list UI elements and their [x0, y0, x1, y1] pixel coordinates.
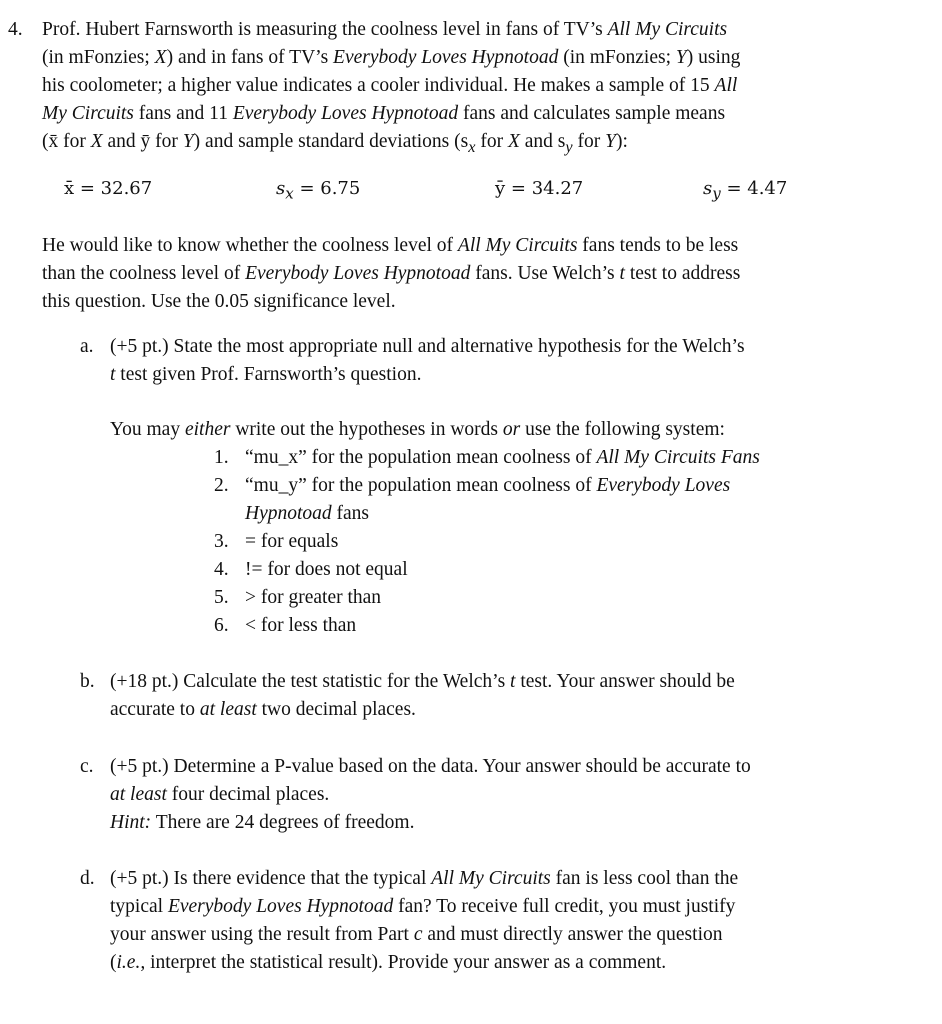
- stat-sy: $s_y = 4.47$: [703, 178, 788, 203]
- aim-line-3: this question. Use the 0.05 significance level.: [42, 291, 396, 312]
- list-item-text: != for does not equal: [245, 559, 408, 580]
- part-d-line-3: your answer using the result from Part c and must directly answer the question: [110, 924, 723, 945]
- part-a-line-1: (+5 pt.) State the most appropriate null and alternative hypothesis for the Welch’s: [110, 336, 745, 357]
- list-item-text: > for greater than: [245, 587, 382, 608]
- part-b-label: b.: [80, 671, 95, 692]
- list-item: 2.: [214, 475, 229, 496]
- list-item-text: “mu_y” for the population mean coolness of Everybody Loves: [245, 475, 731, 496]
- intro-line-2: (in mFonzies; X) and in fans of TV’s Everybody Loves Hypnotoad (in mFonzies; Y) using: [42, 47, 741, 68]
- intro-line-5: (x̄ for X and ȳ for Y) and sample standard deviations ($s_x$ for X and $s_y$ for Y):: [42, 131, 628, 156]
- part-d-line-4: (i.e., interpret the statistical result). Provide your answer as a comment.: [110, 952, 667, 973]
- stat-ybar: ȳ = 34.27: [495, 178, 584, 199]
- intro-line-1: Prof. Hubert Farnsworth is measuring the coolness level in fans of TV’s All My Circuits: [42, 19, 728, 40]
- list-item: 5.: [214, 587, 229, 608]
- list-item: 6.: [214, 615, 229, 636]
- intro-line-3: his coolometer; a higher value indicates a cooler individual. He makes a sample of 15 All: [42, 75, 738, 96]
- stat-xbar: x̄ = 32.67: [64, 178, 153, 199]
- list-item: 4.: [214, 559, 229, 580]
- part-a-label: a.: [80, 336, 94, 357]
- list-item-text: “mu_x” for the population mean coolness of All My Circuits Fans: [245, 447, 760, 468]
- list-item: 1.: [214, 447, 229, 468]
- part-a-system-intro: You may either write out the hypotheses in words or use the following system:: [110, 419, 725, 440]
- intro-line-4: My Circuits fans and 11 Everybody Loves Hypnotoad fans and calculates sample means: [42, 103, 726, 124]
- part-d-line-2: typical Everybody Loves Hypnotoad fan? To receive full credit, you must justify: [110, 896, 736, 917]
- part-d-line-1: (+5 pt.) Is there evidence that the typical All My Circuits fan is less cool than the: [110, 868, 739, 889]
- part-d-label: d.: [80, 868, 95, 889]
- aim-line-2: than the coolness level of Everybody Loves Hypnotoad fans. Use Welch’s t test to address: [42, 263, 741, 284]
- stat-sx: $s_x = 6.75$: [276, 178, 361, 203]
- part-b-line-1: (+18 pt.) Calculate the test statistic for the Welch’s t test. Your answer should be: [110, 671, 735, 692]
- part-b-line-2: accurate to at least two decimal places.: [110, 699, 416, 720]
- part-a-line-2: t test given Prof. Farnsworth’s question.: [110, 364, 422, 385]
- list-item-text: Hypnotoad fans: [245, 503, 370, 524]
- part-c-line-2: at least four decimal places.: [110, 784, 330, 805]
- aim-line-1: He would like to know whether the coolness level of All My Circuits fans tends to be less: [42, 235, 739, 256]
- list-item-text: < for less than: [245, 615, 357, 636]
- list-item: 3.: [214, 531, 229, 552]
- list-item-text: = for equals: [245, 531, 339, 552]
- question-number: 4.: [8, 19, 23, 40]
- part-c-label: c.: [80, 756, 94, 777]
- part-c-hint: Hint: There are 24 degrees of freedom.: [110, 812, 415, 833]
- part-c-line-1: (+5 pt.) Determine a P-value based on the data. Your answer should be accurate to: [110, 756, 751, 777]
